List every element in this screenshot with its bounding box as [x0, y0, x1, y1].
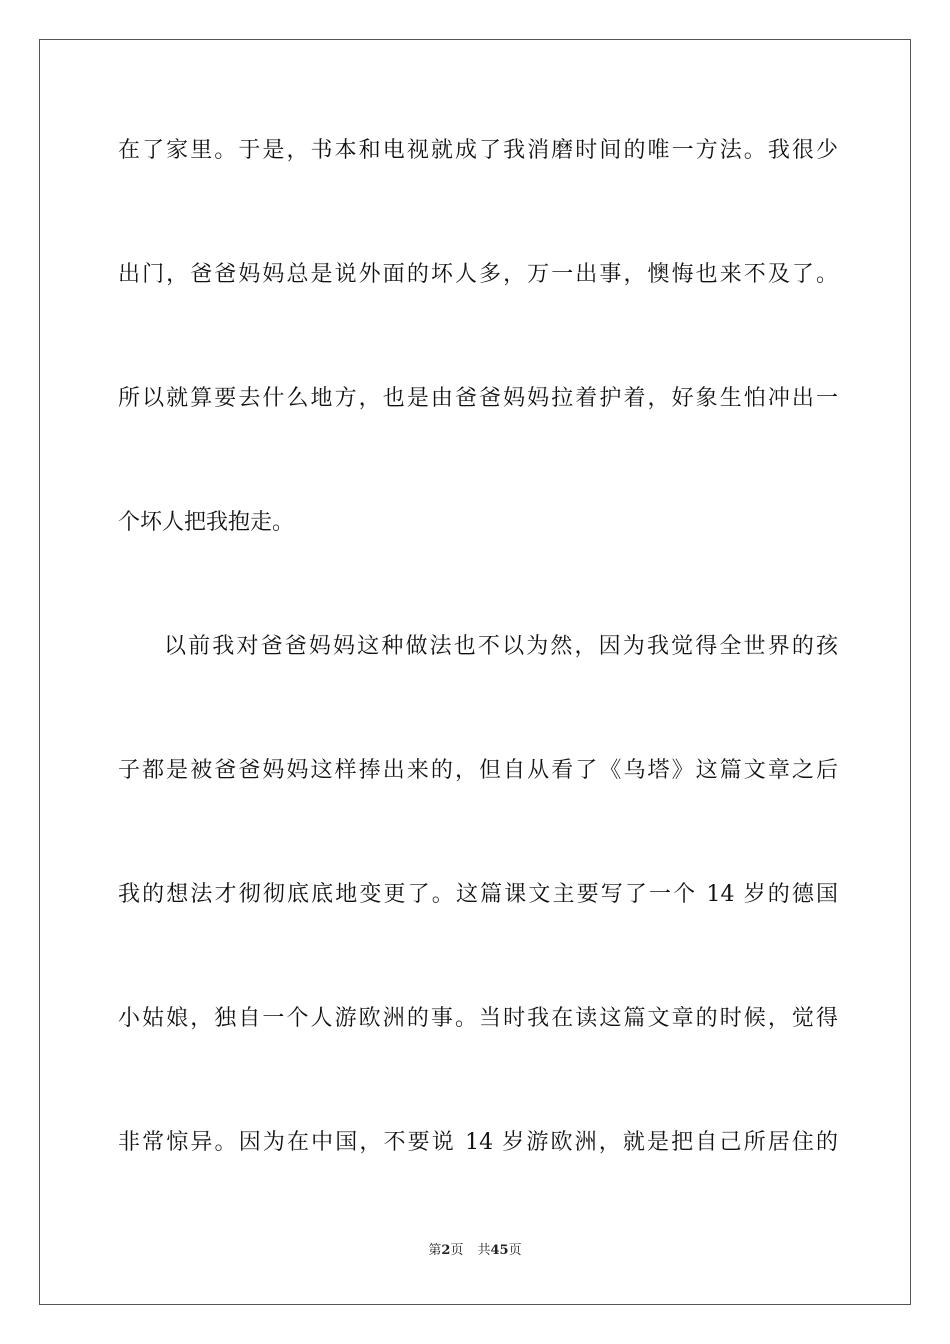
text-line: 我的想法才彻彻底底地变更了。这篇课文主要写了一个 14 岁的德国 — [118, 882, 838, 907]
page-number: 2 — [441, 1243, 451, 1258]
text-line: 在了家里。于是，书本和电视就成了我消磨时间的唯一方法。我很少 — [118, 138, 838, 163]
text-line: 所以就算要去什么地方，也是由爸爸妈妈拉着护着，好象生怕冲出一 — [118, 386, 838, 411]
text-line: 非常惊异。因为在中国，不要说 14 岁游欧洲，就是把自己所居住的 — [118, 1130, 838, 1155]
text-line: 小姑娘，独自一个人游欧洲的事。当时我在读这篇文章的时候，觉得 — [118, 1006, 838, 1031]
text-line: 子都是被爸爸妈妈这样捧出来的，但自从看了《乌塔》这篇文章之后 — [118, 758, 838, 783]
total-pages: 45 — [490, 1243, 509, 1258]
page-footer — [0, 1242, 950, 1260]
text-line: 个坏人把我抱走。 — [118, 510, 295, 535]
text-line: 出门，爸爸妈妈总是说外面的坏人多，万一出事，懊悔也来不及了。 — [118, 262, 838, 287]
page-prefix: 第 — [428, 1243, 442, 1258]
page-border — [39, 39, 911, 1305]
total-suffix: 页 — [508, 1243, 522, 1258]
total-prefix: 共 — [477, 1243, 491, 1258]
paragraph-first-line: 以前我对爸爸妈妈这种做法也不以为然，因为我觉得全世界的孩 — [164, 634, 838, 659]
page-suffix: 页 — [450, 1243, 464, 1258]
